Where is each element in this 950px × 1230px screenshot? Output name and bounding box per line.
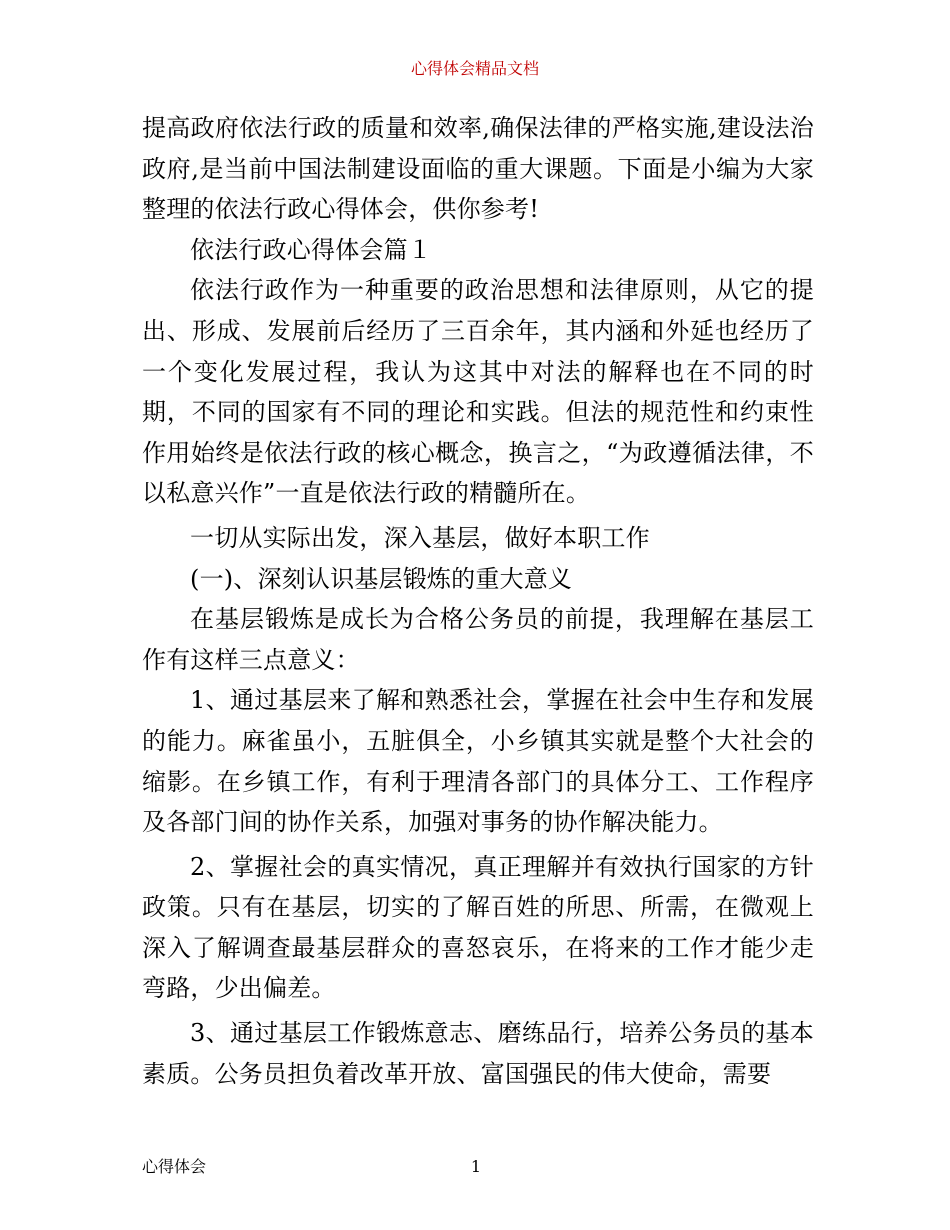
footer-label: 心得体会 [142,1157,207,1176]
document-body [142,108,814,1094]
list-item-paragraph: 2、掌握社会的真实情况，真正理解并有效执行国家的方针政策。只有在基层，切实的了解百姓的所思、所需，在微观上深入了解调查最基层群众的喜怒哀乐，在将来的工作才能少走弯路，少出偏差。 [142,852,814,1003]
section-heading: 依法行政心得体会篇１ [190,235,432,264]
page-number: 1 [470,1157,482,1176]
list-item-paragraph: 1、通过基层来了解和熟悉社会，掌握在社会中生存和发展的能力。麻雀虽小，五脏俱全，小乡镇其实就是整个大社会的缩影。在乡镇工作，有利于理清各部门的具体分工、工作程序及各部门间的协作关系，加强对事务的协作解决能力。 [142,686,814,837]
subheading: (一)、深刻认识基层锻炼的重大意义 [190,564,573,593]
intro-paragraph: 提高政府依法行政的质量和效率,确保法律的严格实施,建设法治政府,是当前中国法制建设面临的重大课题。下面是小编为大家整理的依法行政心得体会，供你参考! [142,114,814,224]
body-paragraph: 在基层锻炼是成长为合格公务员的前提，我理解在基层工作有这样三点意义： [142,605,814,674]
body-paragraph: 依法行政作为一种重要的政治思想和法律原则，从它的提出、形成、发展前后经历了三百余年，其内涵和外延也经历了一个变化发展过程，我认为这其中对法的解释也在不同的时期，不同的国家有不同的理论和实践。但法的规范性和约束性作用始终是依法行政的核心概念，换言之，“为政遵循法律，不以私意兴作”一直是依法行政的精髓所在。 [142,276,814,508]
subheading: 一切从实际出发，深入基层，做好本职工作 [190,523,650,552]
document-header-title: 心得体会精品文档 [410,59,539,78]
list-item-paragraph: 3、通过基层工作锻炼意志、磨练品行，培养公务员的基本素质。公务员担负着改革开放、富国强民的伟大使命，需要 [142,1019,814,1088]
